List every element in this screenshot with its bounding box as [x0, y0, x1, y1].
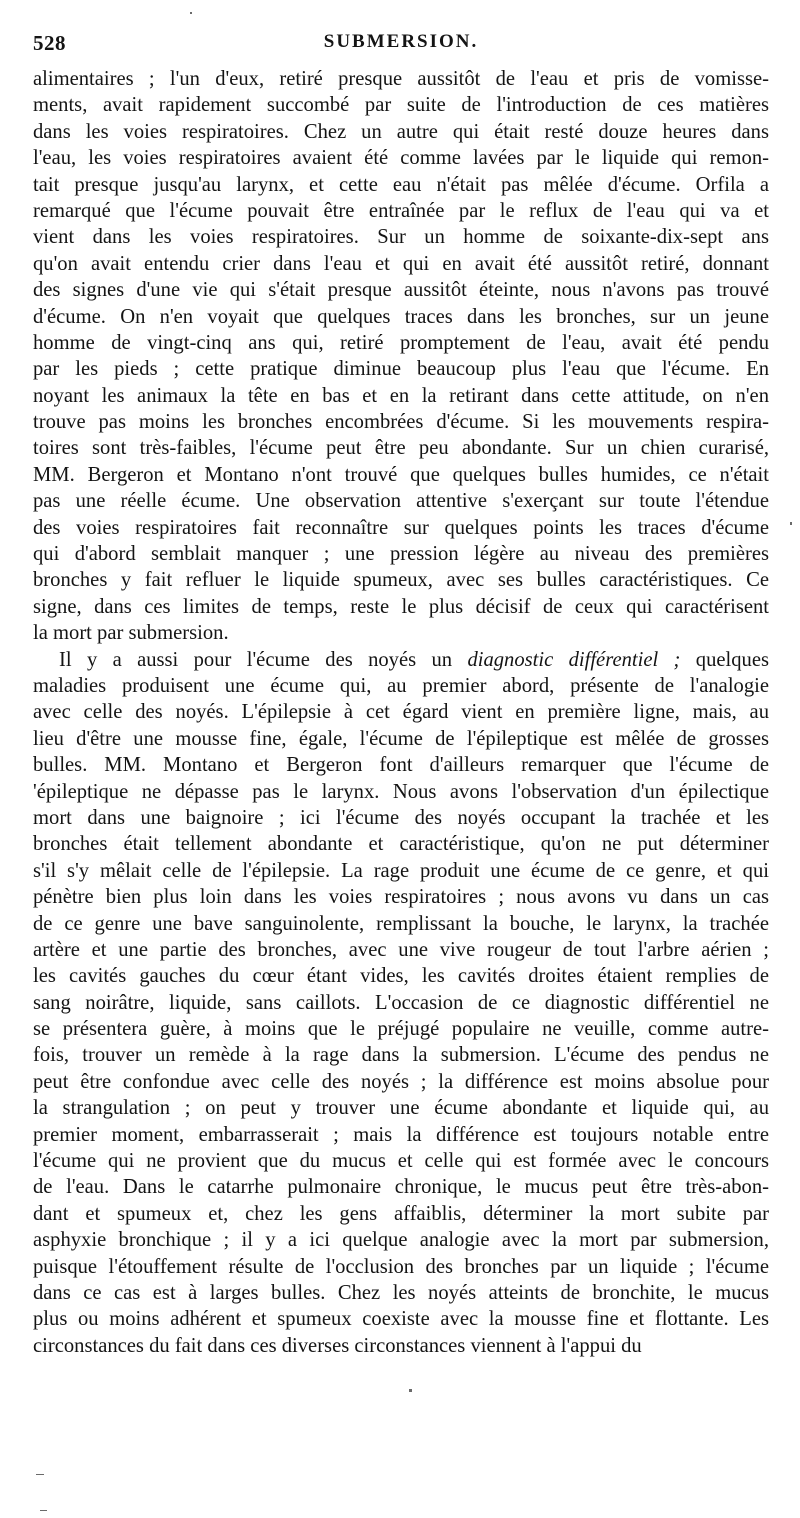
text-line: toires sont très-faibles, l'écume peut être peu abondante. Sur un chien curarisé, — [33, 437, 769, 460]
text-line: MM. Bergeron et Montano n'ont trouvé que quelques bulles humides, ce n'était — [33, 463, 769, 486]
text-line: l'écume qui ne provient que du mucus et celle qui est formée avec le concours — [33, 1150, 769, 1173]
paragraph-1 — [33, 66, 769, 647]
text-line: plus ou moins adhérent et spumeux coexiste avec la mousse fine et flottante. Les — [33, 1308, 769, 1331]
text-line: noyant les animaux la tête en bas et en la retirant dans cette attitude, on n'en — [33, 384, 769, 407]
paragraph-2 — [33, 647, 769, 1360]
text-line: qu'on avait entendu crier dans l'eau et qui en avait été aussitôt retiré, donnant — [33, 252, 769, 275]
text-line: 'épileptique ne dépasse pas le larynx. Nous avons l'observation d'un épilectique — [33, 780, 769, 803]
text-line: remarqué que l'écume pouvait être entraînée par le reflux de l'eau qui va et — [33, 199, 769, 222]
scan-speck — [36, 1474, 44, 1475]
text-line — [33, 647, 769, 673]
text-line: ments, avait rapidement succombé par suite de l'introduction de ces matières — [33, 94, 769, 117]
text-line: les cavités gauches du cœur étant vides, les cavités droites étaient remplies de — [33, 965, 769, 988]
text-line: par les pieds ; cette pratique diminue beaucoup plus l'eau que l'écume. En — [33, 358, 769, 381]
text-line: alimentaires ; l'un d'eux, retiré presque aussitôt de l'eau et pris de vomisse- — [33, 68, 769, 90]
page-number: 528 — [33, 31, 66, 55]
text-line: bronches était tellement abondante et caractéristique, qu'on ne put déterminer — [33, 833, 769, 856]
text-line: maladies produisent une écume qui, au premier abord, présente de l'analogie — [33, 674, 769, 697]
text-line: l'eau, les voies respiratoires avaient été comme lavées par le liquide qui remon- — [33, 147, 769, 170]
text-line: trouve pas moins les bronches encombrées d'écume. Si les mouvements respira- — [33, 411, 769, 434]
text-line: artère et une partie des bronches, avec une vive rougeur de tout l'arbre aérien ; — [33, 938, 769, 961]
text-line: fois, trouver un remède à la rage dans la submersion. L'écume des pendus ne — [33, 1044, 769, 1067]
text-line: avec celle des noyés. L'épilepsie à cet égard vient en première ligne, mais, au — [33, 701, 769, 724]
running-title: SUBMERSION. — [323, 31, 479, 52]
text-line: des signes d'une vie qui s'était presque aussitôt éteinte, nous n'avons pas trouvé — [33, 279, 769, 302]
text-line: dans les voies respiratoires. Chez un autre qui était resté douze heures dans — [33, 120, 769, 143]
text-line: des voies respiratoires fait reconnaître sur quelques points les traces d'écume — [33, 516, 769, 539]
text-line: mort dans une baignoire ; ici l'écume des noyés occupant la trachée et les — [33, 806, 769, 829]
text-line: bronches y fait refluer le liquide spumeux, avec ses bulles caractéristiques. Ce — [33, 569, 769, 592]
text-line: lieu d'être une mousse fine, égale, l'écume de l'épileptique est mêlée de grosses — [33, 727, 769, 750]
text-line: vient dans les voies respiratoires. Sur un homme de soixante-dix-sept ans — [33, 226, 769, 249]
text-line: puisque l'étouffement résulte de l'occlusion des bronches par un liquide ; l'écume — [33, 1255, 769, 1278]
text-line: qui d'abord semblait manquer ; une pression légère au niveau des premières — [33, 543, 769, 566]
text-line: sang noirâtre, liquide, sans caillots. L'occasion de ce diagnostic différentiel ne — [33, 991, 769, 1014]
text-line: pas une réelle écume. Une observation attentive s'exerçant sur toute l'étendue — [33, 490, 769, 513]
text-line: premier moment, embarrasserait ; mais la différence est toujours notable entre — [33, 1123, 769, 1146]
text-line: homme de vingt-cinq ans qui, retiré promptement de l'eau, avait été pendu — [33, 331, 769, 354]
text-line: s'il s'y mêlait celle de l'épilepsie. La rage produit une écume de ce genre, et qui — [33, 859, 769, 882]
page-header — [33, 31, 769, 57]
text-line: la mort par submersion. — [33, 622, 229, 645]
text-line: asphyxie bronchique ; il y a ici quelque analogie avec la mort par submersion, — [33, 1229, 769, 1252]
scan-speck — [790, 522, 792, 525]
text-line: d'écume. On n'en voyait que quelques traces dans les bronches, sur un jeune — [33, 305, 769, 328]
text-line: de l'eau. Dans le catarrhe pulmonaire chronique, le mucus peut être très-abon- — [33, 1176, 769, 1199]
scan-speck — [409, 1389, 412, 1392]
text-run: Il y a aussi pour l'écume des noyés un — [59, 648, 468, 671]
text-line: la strangulation ; on peut y trouver une écume abondante et liquide qui, au — [33, 1097, 769, 1120]
text-line: pénètre bien plus loin dans les voies respiratoires ; nous avons vu dans un cas — [33, 886, 769, 909]
text-line: de ce genre une bave sanguinolente, remplissant la bouche, le larynx, la trachée — [33, 912, 769, 935]
text-line: tait presque jusqu'au larynx, et cette eau n'était pas mêlée d'écume. Orfila a — [33, 173, 769, 196]
text-line: circonstances du fait dans ces diverses circonstances viennent à l'appui du — [33, 1334, 642, 1357]
body-text — [33, 66, 769, 1359]
text-line: bulles. MM. Montano et Bergeron font d'ailleurs remarquer que l'écume de — [33, 754, 769, 777]
text-line: dant et spumeux et, chez les gens affaiblis, déterminer la mort subite par — [33, 1202, 769, 1225]
text-line: peut être confondue avec celle des noyés ; la différence est moins absolue pour — [33, 1070, 769, 1093]
italic-term: diagnostic différentiel ; — [467, 648, 681, 671]
scan-speck — [190, 12, 192, 14]
text-line: dans ce cas est à larges bulles. Chez les noyés atteints de bronchite, le mucus — [33, 1281, 769, 1304]
text-line: se présentera guère, à moins que le préjugé populaire ne veuille, comme autre- — [33, 1018, 769, 1041]
text-line: signe, dans ces limites de temps, reste le plus décisif de ceux qui caractérisent — [33, 595, 769, 618]
text-run: quelques — [680, 648, 769, 671]
scan-speck — [40, 1510, 47, 1511]
